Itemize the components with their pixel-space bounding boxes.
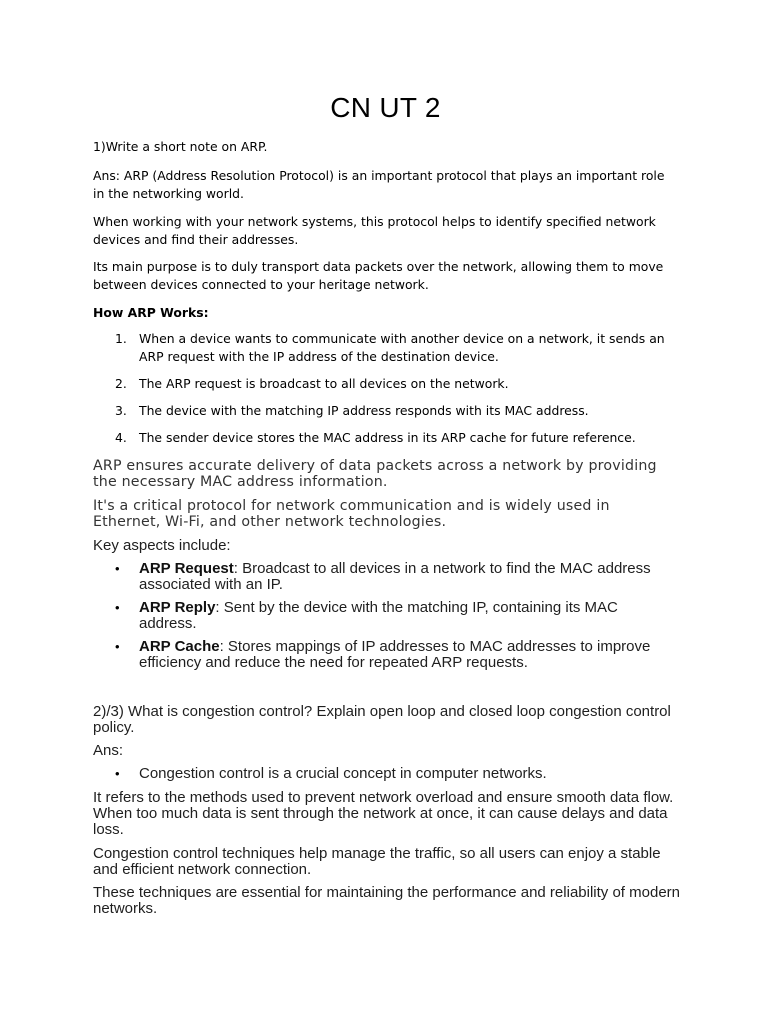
bullet-icon: • bbox=[115, 561, 120, 576]
document-title: CN UT 2 bbox=[330, 92, 441, 123]
question-1: 1)Write a short note on ARP. bbox=[93, 139, 268, 154]
bullet-icon: • bbox=[115, 766, 120, 781]
paragraph-arp-main: Its main purpose is to duly transport data packets over the network, allowing them to move between devices connected to your heritage network. bbox=[93, 259, 664, 292]
paragraph-congestion-techniques: Congestion control techniques help manage the traffic, so all users can enjoy a stable and efficient network connection. bbox=[93, 845, 661, 878]
bullet-icon: • bbox=[115, 600, 120, 615]
paragraph-arp-critical: It's a critical protocol for network communication and is widely used in Ethernet, Wi-Fi, and other network technologies. bbox=[93, 498, 610, 530]
paragraph-congestion-essential: These techniques are essential for maintaining the performance and reliability of modern networks. bbox=[93, 884, 680, 917]
paragraph-arp-purpose: When working with your network systems, this protocol helps to identify specified network devices and find their addresses. bbox=[93, 214, 656, 247]
how-arp-works-heading: How ARP Works: bbox=[93, 305, 209, 320]
bullet-icon: • bbox=[115, 639, 120, 654]
answer-2-label: Ans: bbox=[93, 742, 124, 759]
question-2: 2)/3) What is congestion control? Explain open loop and closed loop congestion control policy. bbox=[93, 703, 671, 736]
key-aspects-label: Key aspects include: bbox=[93, 537, 231, 554]
answer-1-intro: Ans: ARP (Address Resolution Protocol) is an important protocol that plays an important role in the networking world. bbox=[93, 168, 665, 201]
paragraph-arp-delivery: ARP ensures accurate delivery of data packets across a network by providing the necessary MAC address information. bbox=[93, 458, 657, 490]
paragraph-congestion-def: It refers to the methods used to prevent network overload and ensure smooth data flow. When too much data is sent through the network at once, it can cause delays and data loss. bbox=[93, 789, 674, 838]
